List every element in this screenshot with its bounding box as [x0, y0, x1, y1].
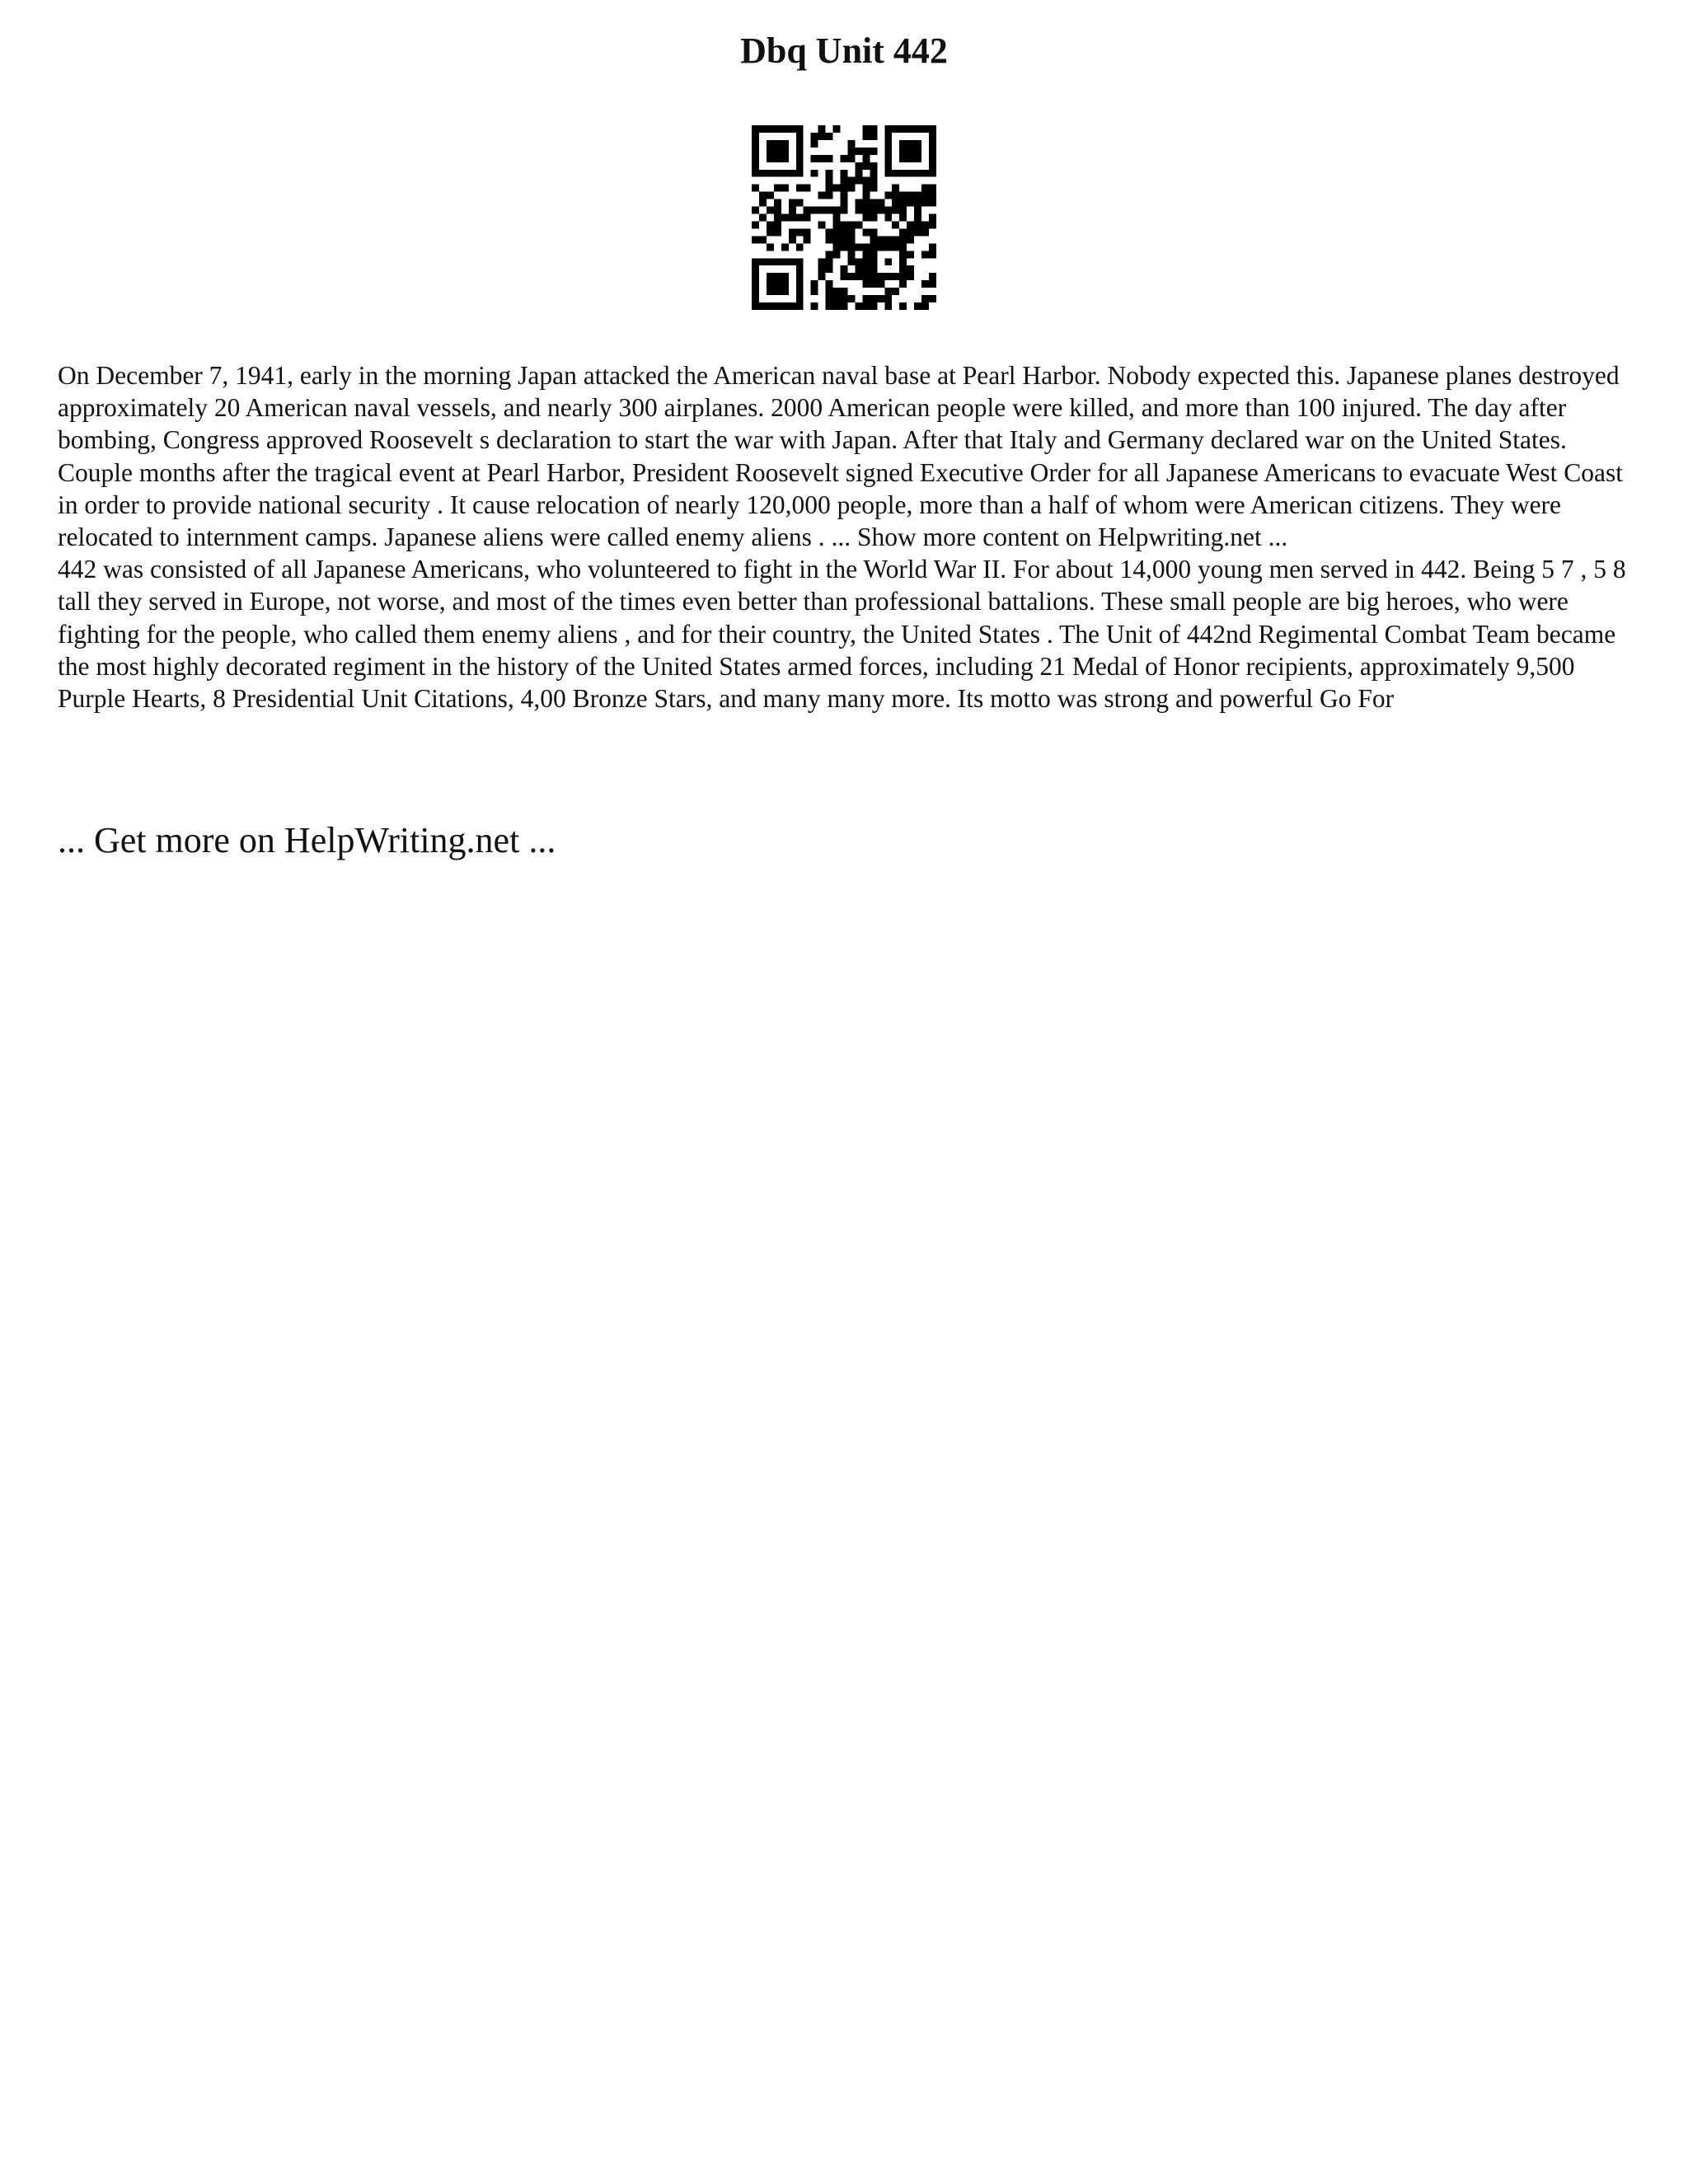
page-title: Dbq Unit 442 — [740, 30, 948, 71]
article-body — [58, 359, 1640, 715]
paragraph: 442 was consisted of all Japanese Americans, who volunteered to fight in the World War II. For about 14,000 young men served in 442. Being 5 7 , 5 8 tall they served in Europe, not worse, and most of the times even better than professional battalions. These small people are big heroes, who were fighting for the people, who called them enemy aliens , and for their country, the United States . The Unit of 442nd Regimental Combat Team became the most highly decorated regiment in the history of the United States armed forces, including 21 Medal of Honor recipients, approximately 9,500 Purple Hearts, 8 Presidential Unit Citations, 4,00 Bronze Stars, and many many more. Its motto was strong and powerful Go For — [58, 555, 1626, 714]
paragraph: On December 7, 1941, early in the morning Japan attacked the American naval base at Pearl Harbor. Nobody expected this. Japanese planes destroyed approximately 20 American naval vessels, and nearly 300 airplanes. 2000 American people were killed, and more than 100 injured. The day after bombing, Congress approved Roosevelt s declaration to start the war with Japan. After that Italy and Germany declared war on the United States. Couple months after the tragical event at Pearl Harbor, President Roosevelt signed Executive Order for all Japanese Americans to evacuate West Coast in order to provide national security . It cause relocation of nearly 120,000 people, more than a half of whom were American citizens. They were relocated to internment camps. Japanese aliens were called enemy aliens . ... Show more content on Helpwriting.net ... — [58, 361, 1623, 552]
qr-code-icon — [752, 125, 936, 310]
get-more-link[interactable]: ... Get more on HelpWriting.net ... — [58, 820, 556, 860]
